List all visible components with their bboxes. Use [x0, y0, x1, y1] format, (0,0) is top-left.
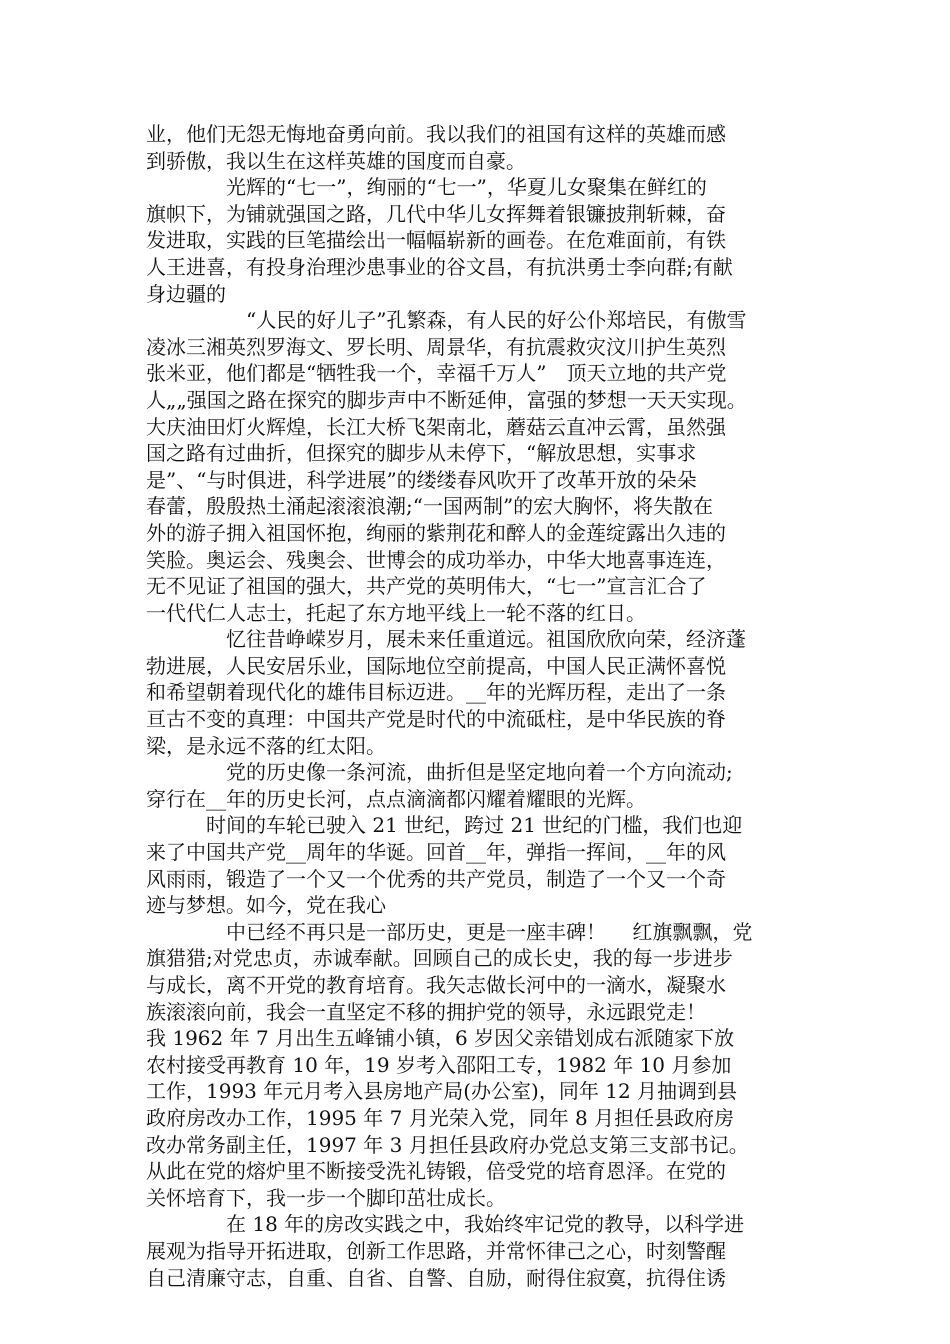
paragraph-6: 时间的车轮已驶入 21 世纪，跨过 21 世纪的门槛，我们也迎 来了中国共产党__周年的华诞。回首__年，弹指一挥间，__年的风 风雨雨，锻造了一个又一个优秀的共产党员，制造了一个又一个奇 迹与梦想。如今，党在我心 — [146, 813, 743, 918]
document-body — [146, 121, 826, 1291]
paragraph-4: 忆往昔峥嵘岁月，展未来任重道远。祖国欣欣向荣，经济蓬 勃进展，人民安居乐业，国际地位空前提高，中国人民正满怀喜悦 和希望朝着现代化的雄伟目标迈进。__年的光辉历程，走出了一条 亘古不变的真理：中国共产党是时代的中流砥柱，是中华民族的脊 梁，是永远不落的红太阳。 — [146, 627, 746, 758]
paragraph-2: 光辉的“七一”，绚丽的“七一”，华夏儿女聚集在鲜红的 旗帜下，为铺就强国之路，几代中华儿女挥舞着银镰披荆斩棘，奋 发进取，实践的巨笔描绘出一幅幅崭新的画卷。在危难面前，有铁 人王进喜，有投身治理沙患事业的谷文昌，有抗洪勇士李向群;有献 身边疆的 — [146, 175, 733, 306]
paragraph-7: 中已经不再只是一部历史，更是一座丰碑！ 红旗飘飘，党 旗猎猎;对党忠贞，赤诚奉献。回顾自己的成长史，我的每一步进步 与成长，离不开党的教育培育。我矢志做长河中的一滴水，凝聚水 族滚滚向前，我会一直坚定不移的拥护党的领导，永远跟党走！ 我 1962 年 7 月出生五峰铺小镇，6 岁因父亲错划成右派随家下放 农村接受再教育 10 年，19 岁考入邵阳工专，1982 年 10 月参加 工作，1993 年元月考入县房地产局(办公室)，同年 12 月抽调到县 政府房改办工作，1995 年 7 月光荣入党，同年 8 月担任县政府房 改办常务副主任，1997 年 3 月担任县政府办党总支第三支部书记。 从此在党的熔炉里不断接受洗礼铸锻，倍受党的培育恩泽。在党的 关怀培育下，我一步一个脚印茁壮成长。 — [146, 919, 753, 1210]
paragraph-8: 在 18 年的房改实践之中，我始终牢记党的教导，以科学进 展观为指导开拓进取，创新工作思路，并常怀律己之心，时刻警醒 自己清廉守志，自重、自省、自警、自励，耐得住寂寞，抗得住诱 — [146, 1212, 745, 1290]
paragraph-5: 党的历史像一条河流，曲折但是坚定地向着一个方向流动; 穿行在__年的历史长河，点点滴滴都闪耀着耀眼的光辉。 — [146, 760, 733, 811]
paragraph-3: “人民的好儿子”孔繁森，有人民的好公仆郑培民，有傲雪 凌冰三湘英烈罗海文、罗长明、周景华，有抗震救灾汶川护生英烈 张米亚，他们都是“牺牲我一个，幸福千万人” 顶天立地的共产党 人„„强国之路在探究的脚步声中不断延伸，富强的梦想一天天实现。 大庆油田灯火辉煌，长江大桥飞架南北，蘑菇云直冲云霄，虽然强 国之路有过曲折，但探究的脚步从未停下，“解放思想，实事求 是”、“与时俱进，科学进展”的缕缕春风吹开了改革开放的朵朵 春蕾，殷殷热土涌起滚滚浪潮;“一国两制”的宏大胸怀，将失散在 外的游子拥入祖国怀抱，绚丽的紫荆花和醉人的金莲绽露出久违的 笑脸。奥运会、残奥会、世博会的成功举办，中华大地喜事连连， 无不见证了祖国的强大，共产党的英明伟大，“七一”宣言汇合了 一代代仁人志士，托起了东方地平线上一轮不落的红日。 — [146, 308, 747, 625]
paragraph-1: 业，他们无怨无悔地奋勇向前。我以我们的祖国有这样的英雄而感 到骄傲，我以生在这样英雄的国度而自豪。 — [146, 122, 726, 173]
